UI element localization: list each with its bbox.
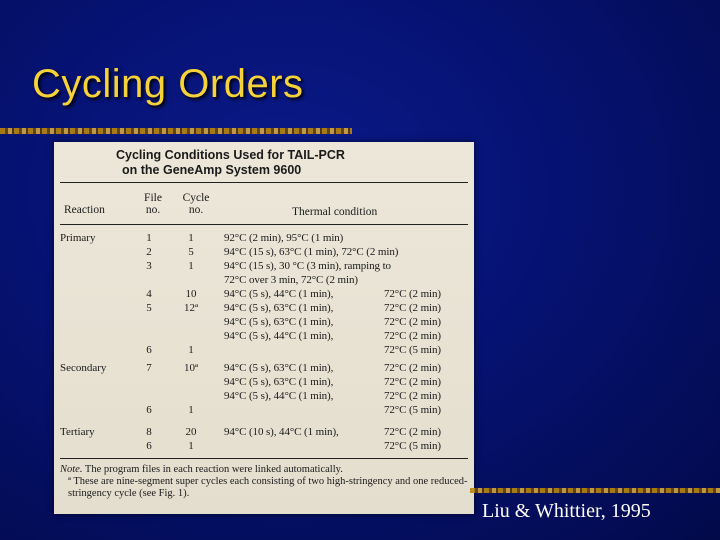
- row-cycle-no: 1: [188, 440, 194, 452]
- row-file-no: 7: [146, 362, 152, 374]
- note-label: Note.: [60, 464, 83, 475]
- note-line: [60, 464, 470, 476]
- slide-title: Cycling Orders: [32, 62, 304, 106]
- header-top-rule: [60, 182, 468, 183]
- row-reaction: Primary: [60, 232, 96, 244]
- citation-divider: [470, 488, 720, 493]
- row-file-no: 6: [146, 344, 152, 356]
- row-file-no: 6: [146, 440, 152, 452]
- row-thermal-condition: 94°C (10 s), 44°C (1 min),: [224, 426, 339, 438]
- row-thermal-condition: 94°C (15 s), 30 °C (3 min), ramping to: [224, 260, 391, 272]
- table-note: [60, 464, 470, 500]
- table-title-line1: Cycling Conditions Used for TAIL-PCR: [116, 148, 345, 162]
- row-thermal-condition: 92°C (2 min), 95°C (1 min): [224, 232, 344, 244]
- row-file-no: 6: [146, 404, 152, 416]
- table-scan: [54, 142, 474, 514]
- row-thermal-condition-extension: 72°C (2 min): [384, 390, 441, 402]
- row-thermal-condition: 94°C (5 s), 44°C (1 min),: [224, 330, 334, 342]
- row-thermal-condition: 94°C (5 s), 63°C (1 min),: [224, 302, 334, 314]
- row-thermal-condition: 94°C (5 s), 63°C (1 min),: [224, 362, 334, 374]
- row-reaction: Secondary: [60, 362, 107, 374]
- row-file-no: 2: [146, 246, 152, 258]
- row-thermal-condition: 72°C over 3 min, 72°C (2 min): [224, 274, 358, 286]
- row-cycle-no: 10ª: [183, 362, 199, 374]
- header-cycle-line2: no.: [188, 204, 204, 216]
- header-thermal: Thermal condition: [292, 206, 378, 218]
- row-thermal-condition-extension: 72°C (5 min): [384, 344, 441, 356]
- row-cycle-no: 12ª: [183, 302, 199, 314]
- row-cycle-no: 1: [188, 260, 194, 272]
- row-cycle-no: 5: [188, 246, 194, 258]
- row-reaction: Tertiary: [60, 426, 95, 438]
- table-bottom-rule: [60, 458, 468, 459]
- header-reaction: Reaction: [64, 204, 105, 216]
- row-cycle-no: 1: [188, 404, 194, 416]
- row-thermal-condition: 94°C (5 s), 63°C (1 min),: [224, 316, 334, 328]
- header-bottom-rule: [60, 224, 468, 225]
- row-thermal-condition-extension: 72°C (5 min): [384, 404, 441, 416]
- row-file-no: 4: [146, 288, 152, 300]
- table-title-line2: on the GeneAmp System 9600: [122, 163, 302, 177]
- row-thermal-condition: 94°C (5 s), 63°C (1 min),: [224, 376, 334, 388]
- header-cycle: [176, 192, 216, 216]
- row-cycle-no: 20: [185, 426, 197, 438]
- row-thermal-condition: 94°C (15 s), 63°C (1 min), 72°C (2 min): [224, 246, 399, 258]
- header-file-line1: File: [144, 192, 162, 204]
- title-divider: [0, 128, 352, 134]
- row-thermal-condition-extension: 72°C (2 min): [384, 330, 441, 342]
- row-thermal-condition-extension: 72°C (2 min): [384, 316, 441, 328]
- row-file-no: 5: [146, 302, 152, 314]
- header-cycle-line1: Cycle: [182, 192, 210, 204]
- row-thermal-condition: 94°C (5 s), 44°C (1 min),: [224, 390, 334, 402]
- row-thermal-condition-extension: 72°C (2 min): [384, 426, 441, 438]
- row-thermal-condition-extension: 72°C (2 min): [384, 376, 441, 388]
- header-file-line2: no.: [145, 204, 161, 216]
- row-thermal-condition: 94°C (5 s), 44°C (1 min),: [224, 288, 334, 300]
- header-file: [138, 192, 168, 216]
- row-file-no: 1: [146, 232, 152, 244]
- row-thermal-condition-extension: 72°C (2 min): [384, 288, 441, 300]
- row-file-no: 3: [146, 260, 152, 272]
- row-file-no: 8: [146, 426, 152, 438]
- citation: Liu & Whittier, 1995: [482, 500, 651, 522]
- row-thermal-condition-extension: 72°C (2 min): [384, 302, 441, 314]
- table-title: [116, 148, 436, 178]
- footnote: ª These are nine-segment super cycles each consisting of two high-stringency and one reduced-stringency cycle (see Fig. 1).: [68, 476, 468, 499]
- row-thermal-condition-extension: 72°C (5 min): [384, 440, 441, 452]
- row-thermal-condition-extension: 72°C (2 min): [384, 362, 441, 374]
- note-text: The program files in each reaction were linked automatically.: [82, 464, 343, 475]
- row-cycle-no: 10: [185, 288, 197, 300]
- row-cycle-no: 1: [188, 232, 194, 244]
- row-cycle-no: 1: [188, 344, 194, 356]
